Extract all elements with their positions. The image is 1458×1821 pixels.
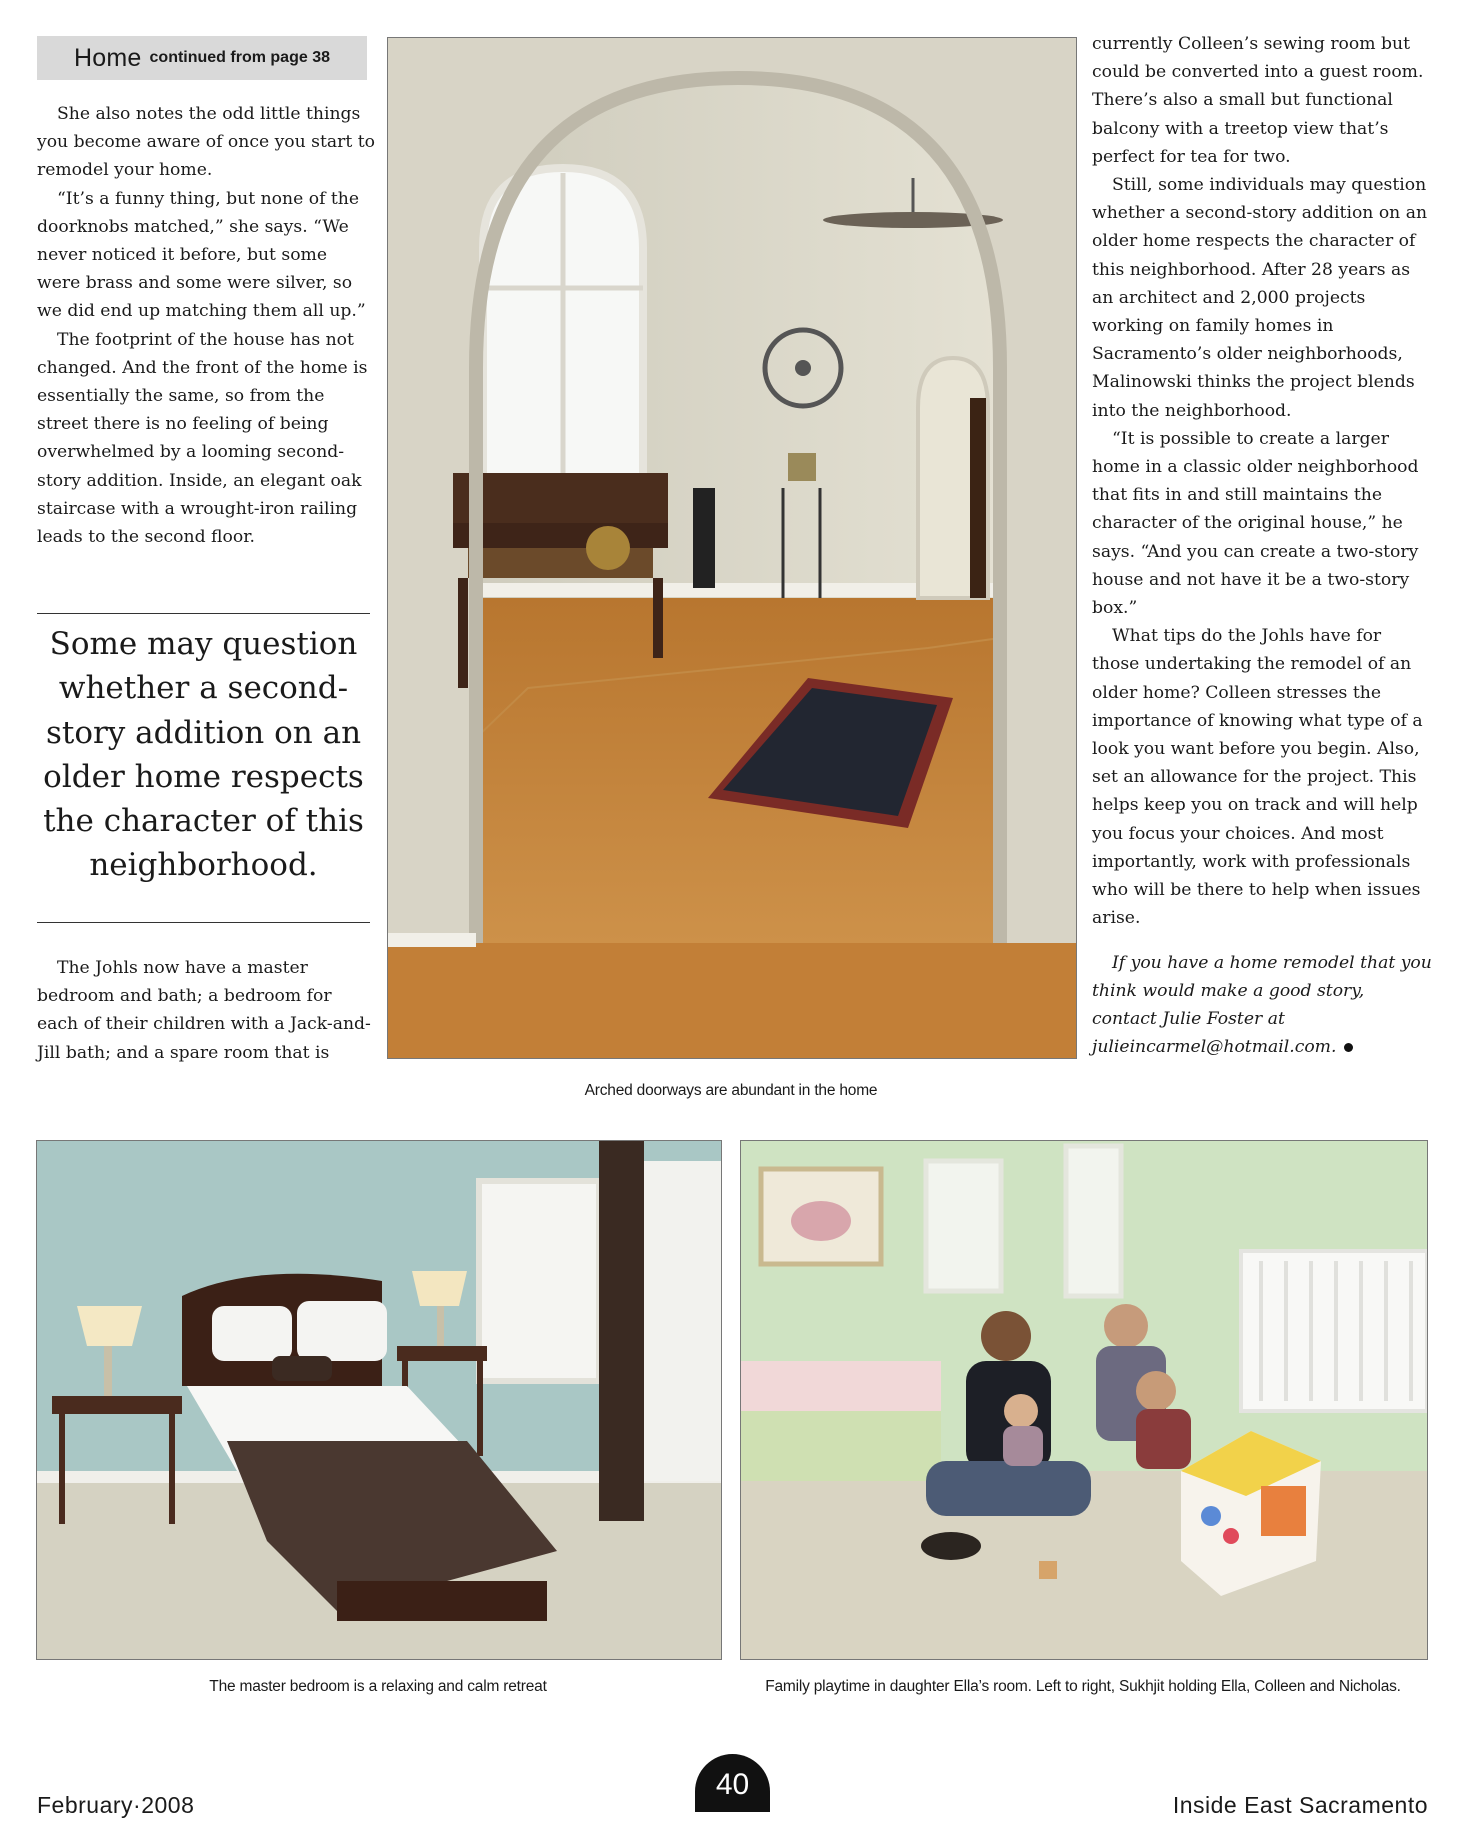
footer-date: February·2008 [37, 1792, 195, 1818]
family-playtime-illustration [741, 1141, 1427, 1659]
article-column-1-bottom [37, 954, 375, 1067]
paragraph: currently Colleen’s sewing room but could be converted into a guest room. There’s also a small but functional balcony with a treetop view that’s perfect for tea for two. [1092, 34, 1424, 167]
arched-doorway-illustration [388, 38, 1076, 1058]
paragraph: The footprint of the house has not changed. And the front of the home is essentially the same, so from the street there is no feeling of being overwhelmed by a looming second-story addition. Inside, an elegant oak staircase with a wrought-iron railing leads to the second floor. [37, 329, 368, 548]
pull-quote: Some may question whether a second-story addition on an older home respects the character of this neighborhood. [43, 626, 364, 884]
arched-doorway-photo [387, 37, 1077, 1059]
photo-caption: Arched doorways are abundant in the home [584, 1082, 878, 1099]
paragraph: She also notes the odd little things you become aware of once you start to remodel your home. [37, 104, 375, 181]
paragraph: “It’s a funny thing, but none of the doorknobs matched,” she says. “We never noticed it before, but some were brass and some were silver, so we did end up matching them all up.” [37, 188, 366, 322]
photo-caption: Family playtime in daughter Ella’s room. Left to right, Sukhjit holding Ella, Colleen and Nicholas. [765, 1678, 1401, 1695]
paragraph: Still, some individuals may question whether a second-story addition on an older home respects the character of this neighborhood. After 28 years as an architect and 2,000 projects working on family homes in Sacramento’s older neighborhoods, Malinowski thinks the project blends into the neighborhood. [1092, 175, 1428, 421]
bedroom-illustration [37, 1141, 721, 1659]
photo-caption: The master bedroom is a relaxing and calm retreat [209, 1678, 547, 1695]
pull-quote-top-rule [37, 613, 370, 614]
continued-header [37, 36, 367, 80]
closing-note-text: If you have a home remodel that you think would make a good story, contact Julie Foster at julieincarmel@hotmail.com. [1092, 952, 1432, 1058]
continued-note: continued from page 38 [149, 49, 330, 66]
paragraph: The Johls now have a master bedroom and bath; a bedroom for each of their children with a Jack-and-Jill bath; and a spare room that is [37, 958, 371, 1063]
paragraph: What tips do the Johls have for those undertaking the remodel of an older home? Colleen stresses the importance of knowing what type of a look you want before you begin. Also, set an allowance for the project. This helps keep you on track and will help you focus your choices. And most importantly, work with professionals who will be there to help when issues arise. [1092, 626, 1423, 929]
closing-note [1092, 949, 1432, 1062]
master-bedroom-photo [36, 1140, 722, 1660]
article-column-1-top [37, 100, 375, 551]
pull-quote-bottom-rule [37, 922, 370, 923]
paragraph: “It is possible to create a larger home in a classic older neighborhood that fits in and still maintains the character of the original house,” he says. “And you can create a two-story house and not have it be a two-story box.” [1092, 428, 1419, 619]
end-bullet-icon [1344, 1043, 1353, 1052]
page-number: 40 [695, 1754, 770, 1812]
article-column-3 [1092, 30, 1432, 1061]
footer-publication: Inside East Sacramento [1172, 1792, 1428, 1818]
family-playtime-photo [740, 1140, 1428, 1660]
section-title: Home [74, 43, 142, 72]
